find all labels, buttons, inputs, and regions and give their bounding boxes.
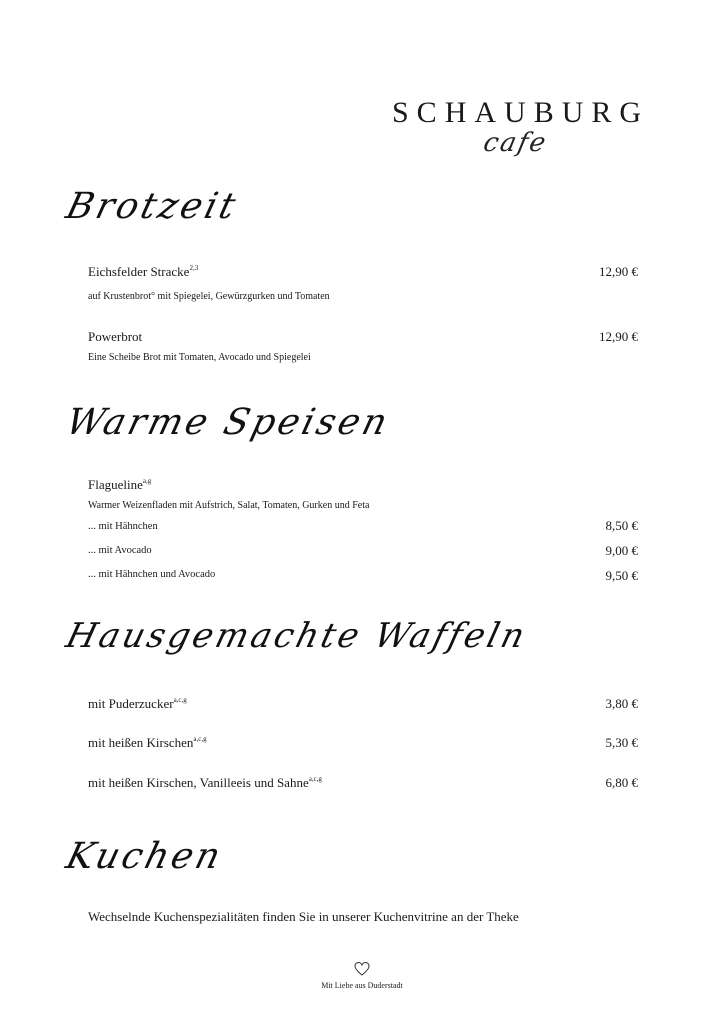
menu-item-description: Eine Scheibe Brot mit Tomaten, Avocado und Spiegelei bbox=[88, 352, 311, 363]
heart-icon bbox=[354, 961, 370, 977]
menu-option-price: 8,50 € bbox=[605, 518, 638, 533]
menu-item-price: 5,30 € bbox=[605, 735, 638, 750]
kuchen-info-text: Wechselnde Kuchenspezialitäten finden Sie in unserer Kuchenvitrine an der Theke bbox=[88, 909, 519, 924]
menu-item-name: Powerbrot bbox=[88, 329, 143, 344]
menu-item-description: Warmer Weizenfladen mit Aufstrich, Salat, Tomaten, Gurken und Feta bbox=[88, 500, 370, 511]
menu-option-label: ... mit Hähnchen und Avocado bbox=[88, 569, 216, 580]
section-title-warme-speisen: Warme Speisen bbox=[62, 402, 395, 443]
brand-title: SCHAUBURG bbox=[392, 96, 650, 129]
menu-option-label: ... mit Hähnchen bbox=[88, 521, 158, 532]
brand-subtitle: cafe bbox=[480, 128, 551, 158]
menu-item-price: 3,80 € bbox=[605, 696, 638, 711]
menu-item-name: Eichsfelder Stracke$^{2,3}$ bbox=[88, 264, 199, 279]
section-title-waffeln: Hausgemachte Waffeln bbox=[62, 616, 532, 656]
menu-item-name: mit heißen Kirschen$^{a,c,g}$ bbox=[88, 735, 207, 750]
menu-item-price: 12,90 € bbox=[599, 329, 638, 344]
menu-item-name: Flagueline$^{a,g}$ bbox=[88, 477, 152, 492]
menu-option-price: 9,50 € bbox=[605, 568, 638, 583]
menu-item-price: 6,80 € bbox=[605, 775, 638, 790]
menu-item-name: mit Puderzucker$^{a,c,g}$ bbox=[88, 696, 187, 711]
menu-item-name: mit heißen Kirschen, Vanilleeis und Sahne$^{a,c,g}$ bbox=[88, 775, 322, 790]
menu-option-price: 9,00 € bbox=[605, 543, 638, 558]
section-title-brotzeit: Brotzeit bbox=[62, 186, 243, 227]
section-title-kuchen: Kuchen bbox=[62, 836, 228, 877]
menu-item-description: auf Krustenbrot° mit Spiegelei, Gewürzgurken und Tomaten bbox=[88, 291, 330, 302]
menu-item-price: 12,90 € bbox=[599, 264, 638, 279]
footer-text: Mit Liebe aus Duderstadt bbox=[321, 981, 403, 990]
menu-option-label: ... mit Avocado bbox=[88, 545, 152, 556]
